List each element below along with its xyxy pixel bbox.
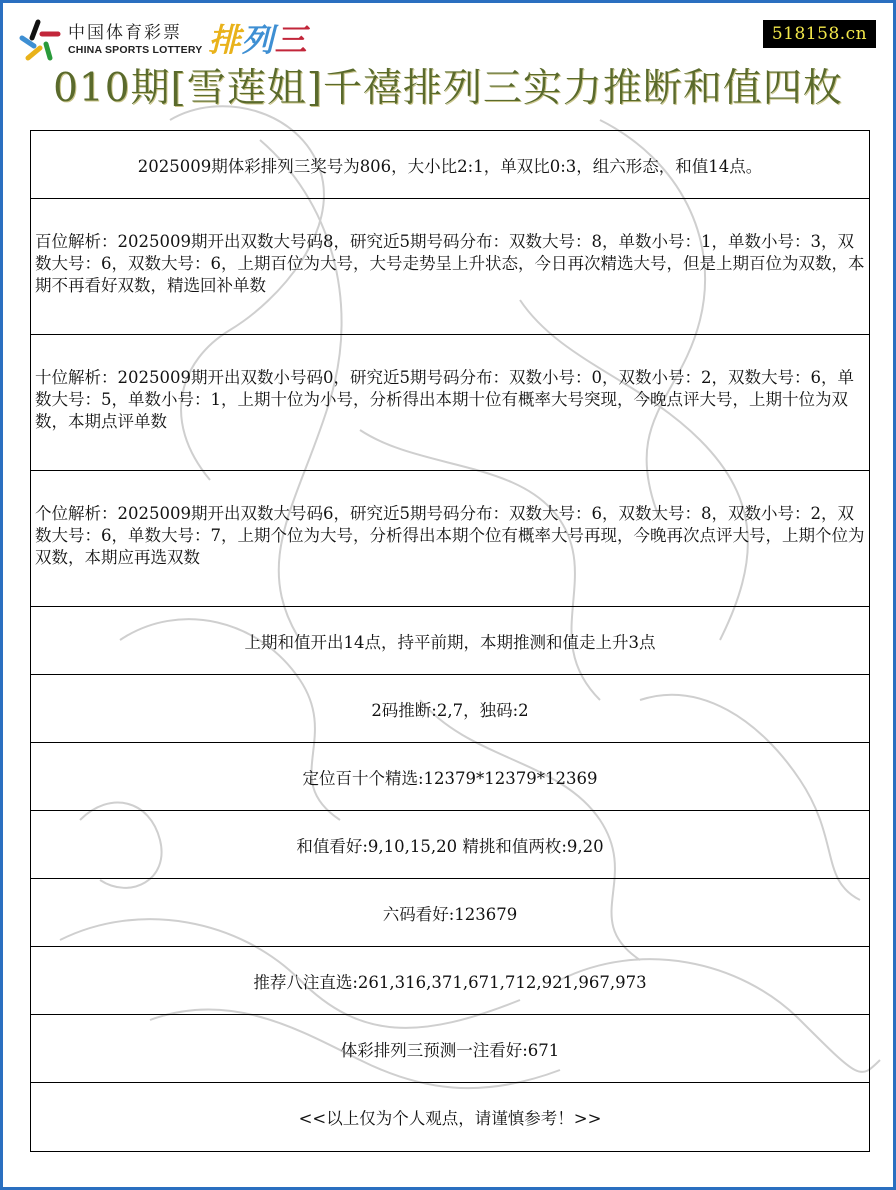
logo-text <box>68 23 202 57</box>
hundreds-analysis-row <box>31 199 869 335</box>
game-name-char-2: 列 <box>241 21 275 59</box>
two-code-text: 2码推断:2,7，独码:2 <box>371 700 529 720</box>
disclaimer-text: <<以上仅为个人观点，请谨慎参考！>> <box>298 1109 602 1128</box>
position-picks-row <box>31 743 869 811</box>
game-name-char-3: 三 <box>274 21 308 59</box>
disclaimer-row <box>31 1083 869 1151</box>
logo-cn-name: 中国体育彩票 <box>68 23 182 43</box>
lottery-star-icon <box>18 18 62 62</box>
result-summary-text: 2025009期体彩排列三奖号为806，大小比2:1，单双比0:3，组六形态，和值14点。 <box>137 156 763 176</box>
eight-direct-row <box>31 947 869 1015</box>
six-code-row <box>31 879 869 947</box>
sum-picks-text: 和值看好:9,10,15,20 精挑和值两枚:9,20 <box>296 836 604 856</box>
site-badge[interactable]: 518158.cn <box>763 20 876 48</box>
six-code-text: 六码看好:123679 <box>382 904 518 924</box>
sum-trend-row <box>31 607 869 675</box>
single-pick-text: 体彩排列三预测一注看好:671 <box>340 1040 560 1060</box>
two-code-row <box>31 675 869 743</box>
sum-picks-row <box>31 811 869 879</box>
game-name-logo <box>208 20 307 60</box>
single-pick-row <box>31 1015 869 1083</box>
units-analysis-text: 个位解析：2025009期开出双数大号码6，研究近5期号码分布：双数大号：6，双数大号：8，双数小号：2，双数大号：6，单数大号：7，上期个位为大号，分析得出本期个位有概率大号再现，今晚再次点评大号，上期个位为双数，本期应再选双数 <box>35 504 865 567</box>
prediction-table <box>30 130 870 1152</box>
position-picks-text: 定位百十个精选:12379*12379*12369 <box>302 768 598 788</box>
logo-en-name: CHINA SPORTS LOTTERY <box>68 44 203 56</box>
page-title: 010期[雪莲姐]千禧排列三实力推断和值四枚 <box>53 66 843 111</box>
tens-analysis-row <box>31 335 869 471</box>
hundreds-analysis-text: 百位解析：2025009期开出双数大号码8，研究近5期号码分布：双数大号：8，单数小号：1，单数小号：3，双数大号：6，双数大号：6，上期百位为大号，大号走势呈上升状态，今日再次精选大号，但是上期百位为双数，本期不再看好双数，精选回补单数 <box>35 232 865 295</box>
china-sports-lottery-logo <box>18 18 308 62</box>
eight-direct-text: 推荐八注直选:261,316,371,671,712,921,967,973 <box>253 972 647 992</box>
result-summary-row <box>31 131 869 199</box>
game-name-char-1: 排 <box>208 21 242 59</box>
units-analysis-row <box>31 471 869 607</box>
tens-analysis-text: 十位解析：2025009期开出双数小号码0，研究近5期号码分布：双数小号：0，双数小号：2，双数大号：6，单数大号：5，单数小号：1，上期十位为小号，分析得出本期十位有概率大号突现，今晚点评大号，上期十位为双数，本期点评单数 <box>35 368 854 431</box>
sum-trend-text: 上期和值开出14点，持平前期，本期推测和值走上升3点 <box>244 632 656 652</box>
